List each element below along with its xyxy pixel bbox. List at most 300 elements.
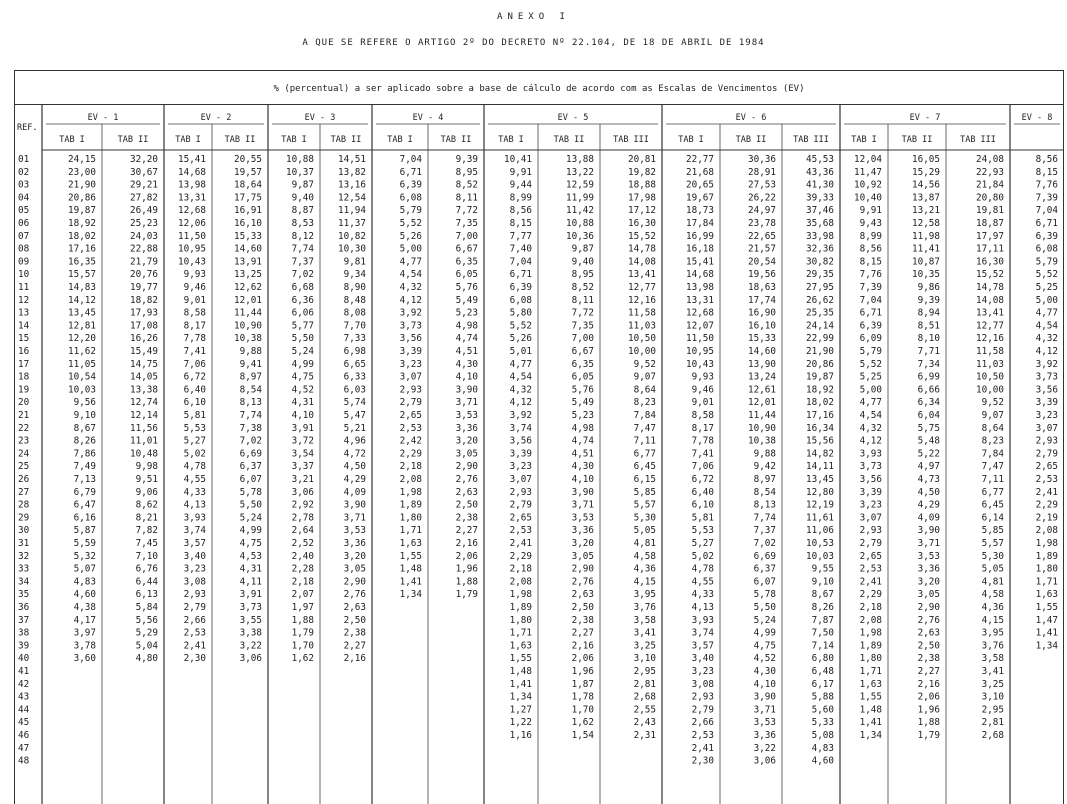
table-cell: 3,93: [183, 512, 206, 524]
table-cell: 5,52: [1035, 269, 1058, 281]
table-cell: 3,93: [859, 448, 882, 460]
table-cell: 3,73: [859, 461, 882, 473]
table-cell: 5,26: [509, 333, 532, 345]
table-cell: 3,22: [239, 640, 262, 652]
table-cell: 6,66: [917, 384, 940, 396]
table-cell: 8,54: [239, 384, 262, 396]
table-cell: 45,53: [806, 154, 834, 165]
table-cell: 11,03: [628, 320, 656, 332]
table-cell: 6,39: [399, 179, 422, 191]
table-cell: 2,90: [343, 576, 366, 588]
table-cell: 9,42: [753, 461, 776, 473]
table-subheader: TAB II: [224, 135, 256, 145]
table-cell: 8,11: [571, 294, 594, 306]
table-cell: 5,30: [981, 550, 1004, 562]
table-cell: 2,93: [399, 384, 422, 396]
table-cell: 19,82: [628, 166, 656, 178]
table-cell: 7,14: [811, 640, 834, 652]
table-cell: 3,23: [691, 666, 714, 677]
table-cell: 6,47: [73, 499, 96, 511]
table-cell: 10,95: [686, 346, 714, 357]
ref-number: 38: [18, 627, 30, 639]
table-cell: 6,13: [135, 589, 158, 601]
table-cell: 1,55: [399, 550, 422, 562]
table-cell: 2,06: [455, 550, 478, 562]
table-cell: 3,36: [917, 563, 940, 575]
table-cell: 19,81: [976, 205, 1004, 217]
table-cell: 2,16: [455, 538, 478, 549]
table-cell: 1,88: [917, 717, 940, 729]
table-cell: 2,16: [917, 678, 940, 690]
table-cell: 17,74: [748, 294, 776, 306]
table-cell: 3,57: [691, 640, 714, 652]
table-cell: 27,53: [748, 179, 776, 191]
ref-number: 43: [18, 691, 30, 703]
ref-number: 02: [18, 166, 30, 178]
table-subheader: TAB I: [498, 135, 524, 145]
table-cell: 6,68: [291, 282, 314, 293]
ev-group-label: EV - 8: [1021, 113, 1053, 123]
ref-number: 20: [18, 397, 30, 409]
table-cell: 2,16: [571, 640, 594, 652]
table-cell: 9,01: [183, 294, 206, 306]
table-cell: 8,17: [691, 422, 714, 434]
table-cell: 3,73: [1035, 371, 1058, 383]
ref-number: 30: [18, 525, 30, 537]
table-cell: 2,27: [455, 525, 478, 537]
table-cell: 2,52: [291, 538, 314, 549]
table-cell: 5,30: [633, 512, 656, 524]
table-cell: 3,36: [571, 525, 594, 537]
table-cell: 5,23: [455, 307, 478, 319]
table-cell: 2,53: [1035, 474, 1058, 485]
table-cell: 1,89: [399, 499, 422, 511]
table-cell: 43,36: [806, 166, 834, 178]
table-cell: 3,20: [343, 550, 366, 562]
table-cell: 2,79: [691, 704, 714, 716]
table-cell: 3,07: [509, 474, 532, 485]
table-subheader: TAB I: [59, 135, 85, 145]
table-cell: 32,36: [806, 243, 834, 255]
table-cell: 10,38: [234, 333, 262, 345]
table-cell: 11,98: [912, 230, 940, 242]
ref-number: 13: [18, 307, 30, 319]
table-cell: 6,33: [343, 371, 366, 383]
table-cell: 14,78: [976, 282, 1004, 293]
ref-number: 26: [18, 474, 30, 485]
table-cell: 7,04: [509, 256, 532, 268]
table-cell: 3,58: [981, 653, 1004, 665]
table-cell: 18,82: [130, 294, 158, 306]
table-cell: 2,08: [399, 474, 422, 485]
table-cell: 5,78: [239, 486, 262, 498]
table-cell: 7,74: [239, 410, 262, 421]
table-cell: 3,25: [633, 640, 656, 652]
table-cell: 11,50: [686, 333, 714, 345]
table-cell: 4,58: [633, 550, 656, 562]
table-cell: 27,95: [806, 282, 834, 293]
table-cell: 11,03: [976, 358, 1004, 370]
table-cell: 8,67: [73, 422, 96, 434]
ref-number: 37: [18, 614, 30, 626]
table-cell: 11,47: [854, 166, 882, 178]
table-cell: 13,41: [976, 307, 1004, 319]
table-cell: 5,79: [399, 205, 422, 217]
table-cell: 5,32: [73, 550, 96, 562]
ref-number: 10: [18, 269, 30, 281]
table-cell: 3,20: [455, 435, 478, 447]
table-cell: 4,77: [859, 397, 882, 409]
table-cell: 4,80: [135, 653, 158, 665]
table-cell: 7,47: [981, 461, 1004, 473]
table-cell: 1,48: [399, 563, 422, 575]
table-caption: % (percentual) a ser aplicado sobre a base de cálculo de acordo com as Escalas de Vencimentos (EV): [273, 84, 805, 94]
table-cell: 2,90: [455, 461, 478, 473]
table-cell: 2,42: [399, 435, 422, 447]
ref-number: 29: [18, 512, 30, 524]
table-cell: 4,98: [571, 422, 594, 434]
ref-number: 25: [18, 461, 30, 473]
table-cell: 8,97: [239, 371, 262, 383]
table-cell: 4,97: [917, 461, 940, 473]
table-cell: 14,60: [234, 243, 262, 255]
table-cell: 3,05: [571, 550, 594, 562]
table-cell: 2,06: [917, 691, 940, 703]
table-cell: 13,82: [338, 166, 366, 178]
table-cell: 8,12: [291, 230, 314, 242]
table-cell: 7,37: [291, 256, 314, 268]
table-cell: 9,87: [571, 243, 594, 255]
table-cell: 12,19: [806, 499, 834, 511]
table-cell: 9,10: [73, 410, 96, 421]
table-cell: 1,62: [571, 717, 594, 729]
table-cell: 5,27: [691, 538, 714, 549]
table-cell: 19,56: [748, 269, 776, 281]
table-cell: 5,49: [571, 397, 594, 409]
table-cell: 9,98: [135, 461, 158, 473]
table-cell: 1,98: [399, 486, 422, 498]
table-cell: 16,34: [806, 422, 834, 434]
table-cell: 4,77: [1035, 307, 1058, 319]
table-cell: 3,60: [73, 653, 96, 665]
table-cell: 6,03: [343, 384, 366, 396]
table-cell: 2,27: [917, 666, 940, 677]
table-cell: 13,31: [178, 192, 206, 204]
table-cell: 2,18: [399, 461, 422, 473]
table-cell: 17,11: [976, 243, 1004, 255]
table-cell: 1,96: [571, 666, 594, 677]
table-cell: 1,89: [509, 602, 532, 613]
table-cell: 9,52: [633, 358, 656, 370]
table-cell: 9,86: [917, 282, 940, 293]
table-cell: 6,39: [509, 282, 532, 293]
table-cell: 12,77: [976, 320, 1004, 332]
table-cell: 6,04: [917, 410, 940, 421]
table-cell: 5,78: [753, 589, 776, 601]
table-cell: 17,16: [68, 243, 96, 255]
table-cell: 10,53: [806, 538, 834, 549]
table-cell: 14,83: [68, 282, 96, 293]
table-cell: 4,77: [399, 256, 422, 268]
table-cell: 8,26: [73, 435, 96, 447]
table-cell: 9,46: [183, 282, 206, 293]
ev-group-label: EV - 2: [200, 113, 232, 123]
table-cell: 1,98: [859, 627, 882, 639]
table-cell: 9,81: [343, 256, 366, 268]
ref-number: 14: [18, 320, 30, 332]
table-cell: 7,02: [239, 435, 262, 447]
annex-title: ANEXO I: [497, 12, 570, 22]
table-cell: 9,88: [753, 448, 776, 460]
table-cell: 16,90: [748, 307, 776, 319]
ref-number: 11: [18, 282, 30, 293]
table-cell: 2,40: [291, 550, 314, 562]
table-cell: 4,29: [343, 474, 366, 485]
table-cell: 5,29: [135, 627, 158, 639]
table-cell: 17,75: [234, 192, 262, 204]
table-cell: 4,50: [917, 486, 940, 498]
table-cell: 6,05: [455, 269, 478, 281]
table-cell: 5,24: [239, 512, 262, 524]
table-cell: 24,08: [976, 154, 1004, 165]
table-cell: 21,79: [130, 256, 158, 268]
table-cell: 2,93: [1035, 435, 1058, 447]
table-cell: 12,58: [912, 218, 940, 229]
table-cell: 9,39: [917, 294, 940, 306]
table-cell: 1,48: [509, 666, 532, 677]
table-cell: 22,77: [686, 154, 714, 165]
table-cell: 2,76: [455, 474, 478, 485]
table-cell: 4,58: [981, 589, 1004, 601]
table-cell: 15,33: [748, 333, 776, 345]
table-cell: 2,68: [633, 691, 656, 703]
table-cell: 9,40: [291, 192, 314, 204]
table-cell: 4,72: [343, 448, 366, 460]
table-cell: 18,02: [68, 230, 96, 242]
table-cell: 3,56: [1035, 384, 1058, 396]
table-cell: 12,61: [748, 384, 776, 396]
table-cell: 14,68: [686, 269, 714, 281]
ref-number: 27: [18, 486, 30, 498]
table-cell: 25,23: [130, 218, 158, 229]
table-cell: 7,06: [691, 461, 714, 473]
table-cell: 1,70: [291, 640, 314, 652]
table-cell: 2,18: [509, 563, 532, 575]
table-cell: 11,44: [234, 307, 262, 319]
table-cell: 2,63: [571, 589, 594, 601]
table-cell: 39,33: [806, 192, 834, 204]
table-cell: 10,43: [178, 256, 206, 268]
ref-header: REF.: [17, 123, 38, 133]
ref-number: 36: [18, 602, 30, 613]
table-cell: 7,41: [183, 346, 206, 357]
table-cell: 26,49: [130, 205, 158, 217]
table-cell: 8,15: [509, 218, 532, 229]
table-cell: 1,80: [1035, 563, 1058, 575]
table-cell: 5,87: [73, 525, 96, 537]
table-cell: 2,29: [859, 589, 882, 601]
table-cell: 5,33: [811, 717, 834, 729]
table-cell: 3,07: [859, 512, 882, 524]
table-cell: 2,93: [859, 525, 882, 537]
table-cell: 3,71: [753, 704, 776, 716]
ref-number: 09: [18, 256, 30, 268]
table-cell: 5,84: [135, 602, 158, 613]
table-cell: 4,52: [753, 653, 776, 665]
table-cell: 15,52: [976, 269, 1004, 281]
table-cell: 3,71: [343, 512, 366, 524]
table-cell: 6,07: [239, 474, 262, 485]
table-cell: 1,63: [859, 678, 882, 690]
table-cell: 9,41: [239, 358, 262, 370]
table-cell: 3,36: [455, 422, 478, 434]
table-cell: 3,07: [399, 371, 422, 383]
table-cell: 9,56: [73, 397, 96, 409]
table-cell: 2,50: [917, 640, 940, 652]
ref-number: 22: [18, 422, 30, 434]
table-cell: 2,53: [183, 627, 206, 639]
table-cell: 2,90: [571, 563, 594, 575]
table-cell: 2,63: [917, 627, 940, 639]
table-cell: 17,93: [130, 307, 158, 319]
table-cell: 14,08: [976, 294, 1004, 306]
table-cell: 18,73: [686, 205, 714, 217]
table-cell: 8,08: [343, 307, 366, 319]
table-cell: 7,39: [1035, 192, 1058, 204]
table-cell: 3,06: [753, 755, 776, 767]
table-cell: 4,33: [183, 486, 206, 498]
table-cell: 2,38: [917, 653, 940, 665]
table-cell: 13,31: [686, 294, 714, 306]
table-cell: 9,40: [571, 256, 594, 268]
table-cell: 6,98: [343, 346, 366, 357]
table-cell: 1,80: [509, 614, 532, 626]
table-cell: 3,53: [571, 512, 594, 524]
table-cell: 8,56: [509, 205, 532, 217]
table-cell: 8,17: [183, 320, 206, 332]
table-cell: 8,21: [135, 512, 158, 524]
table-subheader: TAB I: [387, 135, 413, 145]
table-cell: 2,28: [291, 563, 314, 575]
table-cell: 8,58: [183, 307, 206, 319]
table-cell: 13,98: [178, 179, 206, 191]
table-cell: 5,05: [633, 525, 656, 537]
table-cell: 5,00: [1035, 294, 1058, 306]
table-cell: 2,65: [509, 512, 532, 524]
table-cell: 6,99: [917, 371, 940, 383]
table-cell: 6,67: [571, 346, 594, 357]
table-cell: 10,88: [566, 218, 594, 229]
table-cell: 12,06: [178, 218, 206, 229]
table-cell: 1,98: [509, 589, 532, 601]
ev-group-label: EV - 7: [909, 113, 941, 123]
table-cell: 1,54: [571, 730, 594, 741]
table-cell: 7,78: [183, 333, 206, 345]
table-cell: 14,51: [338, 154, 366, 165]
table-cell: 3,40: [183, 550, 206, 562]
table-cell: 4,99: [239, 525, 262, 537]
table-cell: 6,37: [753, 563, 776, 575]
table-cell: 8,23: [981, 435, 1004, 447]
table-cell: 1,34: [399, 589, 422, 601]
table-cell: 8,23: [633, 397, 656, 409]
table-cell: 8,97: [753, 474, 776, 485]
table-cell: 6,45: [981, 499, 1004, 511]
table-cell: 4,60: [811, 755, 834, 767]
table-cell: 3,91: [239, 589, 262, 601]
table-cell: 2,53: [399, 422, 422, 434]
table-cell: 18,92: [806, 384, 834, 396]
table-cell: 10,35: [912, 269, 940, 281]
table-cell: 2,38: [455, 512, 478, 524]
table-cell: 7,71: [917, 346, 940, 357]
table-cell: 1,96: [917, 704, 940, 716]
table-cell: 7,76: [1035, 179, 1058, 191]
table-cell: 19,67: [686, 192, 714, 204]
table-cell: 3,08: [183, 576, 206, 588]
table-cell: 20,76: [130, 269, 158, 281]
table-cell: 5,47: [343, 410, 366, 421]
table-cell: 17,97: [976, 230, 1004, 242]
table-cell: 8,64: [633, 384, 656, 396]
table-cell: 4,96: [343, 435, 366, 447]
table-cell: 1,96: [455, 563, 478, 575]
table-cell: 1,55: [1035, 602, 1058, 613]
table-cell: 21,84: [976, 179, 1004, 191]
ref-number: 24: [18, 448, 30, 460]
table-cell: 3,36: [753, 730, 776, 741]
table-cell: 2,08: [859, 614, 882, 626]
table-cell: 9,93: [691, 371, 714, 383]
table-cell: 2,53: [691, 730, 714, 741]
table-cell: 21,90: [68, 179, 96, 191]
table-cell: 2,79: [183, 602, 206, 613]
table-cell: 2,30: [691, 755, 714, 767]
table-cell: 1,79: [291, 627, 314, 639]
table-cell: 5,49: [455, 294, 478, 306]
ev-group-label: EV - 5: [557, 113, 589, 123]
table-cell: 4,10: [291, 410, 314, 421]
table-cell: 1,71: [399, 525, 422, 537]
table-cell: 6,69: [239, 448, 262, 460]
table-cell: 10,40: [854, 192, 882, 204]
table-cell: 6,72: [183, 371, 206, 383]
table-cell: 18,92: [68, 218, 96, 229]
table-cell: 2,68: [981, 730, 1004, 741]
ref-number: 34: [18, 576, 30, 588]
table-cell: 1,55: [859, 691, 882, 703]
table-cell: 2,64: [291, 525, 314, 537]
table-cell: 16,30: [628, 218, 656, 229]
table-cell: 10,87: [912, 256, 940, 268]
table-cell: 13,45: [806, 474, 834, 485]
table-cell: 6,39: [859, 320, 882, 332]
table-cell: 9,51: [135, 474, 158, 485]
ref-number: 04: [18, 192, 30, 204]
table-cell: 12,68: [686, 307, 714, 319]
table-cell: 3,90: [917, 525, 940, 537]
table-cell: 3,25: [981, 678, 1004, 690]
table-cell: 30,36: [748, 154, 776, 165]
table-cell: 5,23: [571, 410, 594, 421]
table-cell: 12,62: [234, 282, 262, 293]
table-cell: 6,45: [633, 461, 656, 473]
table-cell: 9,55: [811, 563, 834, 575]
table-cell: 2,06: [571, 653, 594, 665]
table-cell: 7,06: [183, 358, 206, 370]
table-cell: 3,05: [343, 563, 366, 575]
table-cell: 11,62: [68, 346, 96, 357]
